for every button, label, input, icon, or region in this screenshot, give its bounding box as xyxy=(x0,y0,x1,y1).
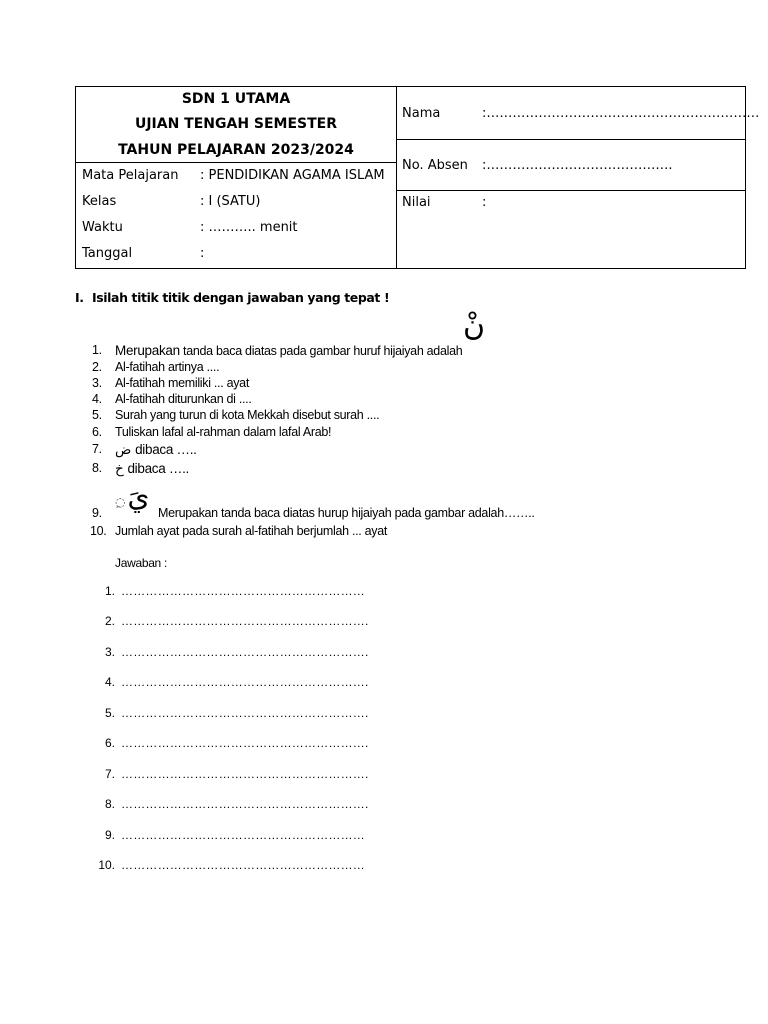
nun-sukun-glyph: نْ xyxy=(463,308,486,343)
answer-blank: …………………………………………………… xyxy=(121,584,365,598)
exam-header-table xyxy=(75,86,760,269)
score-label: Nilai xyxy=(402,195,431,210)
academic-year: TAHUN PELAJARAN 2023/2024 xyxy=(118,142,354,158)
answer-number: 1. xyxy=(104,584,115,598)
absence-number-blank: :……………………………………. xyxy=(482,158,673,173)
answer-blank: ……………………………………………………. xyxy=(121,797,369,811)
exam-title: UJIAN TENGAH SEMESTER xyxy=(134,116,338,132)
answer-blank: …………………………………………………… xyxy=(121,858,365,872)
question-text: Al-fatihah memiliki ... ayat xyxy=(115,376,250,390)
question-lead: Merupakan xyxy=(115,343,180,358)
question-text: Surah yang turun di kota Mekkah disebut surah .... xyxy=(115,408,380,422)
question-number: 3. xyxy=(92,376,102,390)
ya-fathah-glyph: يَ xyxy=(127,480,150,513)
answer-blank: ……………………………………………………. xyxy=(121,614,369,628)
question-text xyxy=(115,343,462,358)
right-divider xyxy=(397,139,745,140)
info-value: : xyxy=(200,246,205,261)
section-number: I. xyxy=(75,290,84,305)
answer-number: 4. xyxy=(104,675,115,689)
name-label: Nama xyxy=(402,106,441,121)
score-blank: : xyxy=(482,195,487,210)
question-number: 9. xyxy=(92,506,102,520)
question-number: 4. xyxy=(92,392,102,406)
school-title-block xyxy=(76,87,396,163)
answer-number: 7. xyxy=(104,767,115,781)
name-blank: :……………………………………………………… xyxy=(482,106,760,121)
question-text: Al-fatihah artinya .... xyxy=(115,360,220,374)
info-label: Tanggal xyxy=(82,246,133,261)
info-label: Mata Pelajaran xyxy=(82,168,179,183)
question-number: 10. xyxy=(90,524,107,538)
right-divider xyxy=(397,190,745,191)
answer-blank: …………………………………………………… xyxy=(121,828,365,842)
answer-number: 5. xyxy=(104,706,115,720)
question-rest: tanda baca diatas pada gambar huruf hijaiyah adalah xyxy=(179,344,463,358)
answer-number: 6. xyxy=(104,736,115,750)
question-number: 8. xyxy=(92,461,102,475)
question-text: ض dibaca ….. xyxy=(115,442,197,457)
answer-number: 10. xyxy=(98,858,115,872)
question-number: 1. xyxy=(92,343,102,357)
info-value: : ……….. menit xyxy=(200,220,298,235)
answer-blank: ……………………………………………………. xyxy=(121,645,369,659)
answer-number: 2. xyxy=(104,614,115,628)
answer-number: 9. xyxy=(104,828,115,842)
question-number: 2. xyxy=(92,360,102,374)
answer-blank: ……………………………………………………. xyxy=(121,736,369,750)
answer-blank: ……………………………………………………. xyxy=(121,767,369,781)
question-text: Jumlah ayat pada surah al-fatihah berjumlah ... ayat xyxy=(115,524,388,538)
dotted-circle-glyph: ◌ِ xyxy=(115,495,126,509)
answer-number: 3. xyxy=(104,645,115,659)
question-number: 7. xyxy=(92,442,102,456)
info-label: Kelas xyxy=(82,194,117,209)
section-heading xyxy=(75,290,389,305)
header-left-column xyxy=(76,87,397,268)
info-label: Waktu xyxy=(82,220,123,235)
question-text: خ dibaca ….. xyxy=(115,461,190,476)
header-right-column xyxy=(397,87,760,268)
section-title: Isilah titik titik dengan jawaban yang tepat ! xyxy=(92,290,390,305)
answer-blank: ……………………………………………………. xyxy=(121,706,369,720)
question-number: 5. xyxy=(92,408,102,422)
question-text: Tuliskan lafal al-rahman dalam lafal Arab! xyxy=(115,425,332,439)
info-value: : PENDIDIKAN AGAMA ISLAM xyxy=(200,168,385,183)
answer-label: Jawaban : xyxy=(115,556,168,570)
answer-number: 8. xyxy=(104,797,115,811)
info-value: : I (SATU) xyxy=(200,194,261,209)
absence-number-label: No. Absen xyxy=(402,158,468,173)
question-number: 6. xyxy=(92,425,102,439)
school-name: SDN 1 UTAMA xyxy=(181,91,291,107)
answer-blank: ……………………………………………………. xyxy=(121,675,369,689)
question-text: Merupakan tanda baca diatas hurup hijaiyah pada gambar adalah…….. xyxy=(158,506,535,520)
question-text: Al-fatihah diturunkan di .... xyxy=(115,392,252,406)
